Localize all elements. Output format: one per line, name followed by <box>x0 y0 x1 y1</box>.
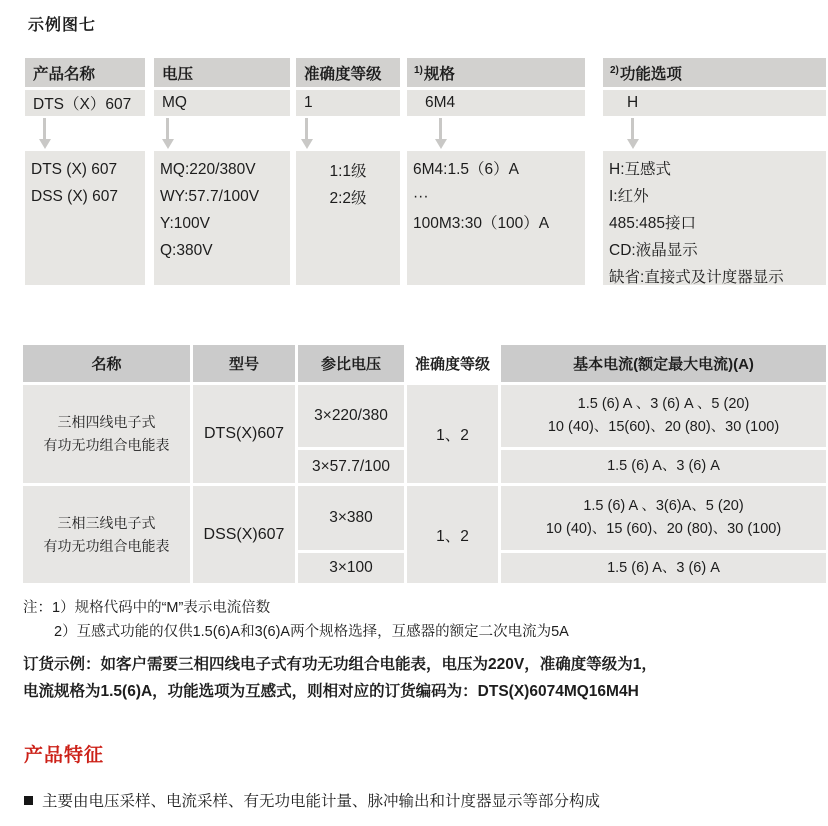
table-cell-current: 1.5 (6) A、3 (6) A <box>501 450 826 483</box>
detail-line: MQ:220/380V <box>160 161 256 178</box>
detail-line: Q:380V <box>160 242 213 259</box>
footnote-1: 注：1）规格代码中的“M”表示电流倍数 <box>23 600 271 616</box>
table-header-ref-voltage: 参比电压 <box>298 345 404 382</box>
current-line: 1.5 (6) A 、3(6)A、5 (20) <box>583 498 744 514</box>
diagram-column-voltage <box>154 58 290 285</box>
diagram-value: DTS（X）607 <box>25 90 145 116</box>
diagram-header-label: 电压 <box>162 65 194 83</box>
current-line: 10 (40)、15(60)、20 (80)、30 (100) <box>547 419 780 435</box>
table-cell-voltage: 3×57.7/100 <box>298 450 404 483</box>
name-line: 有功无功组合电能表 <box>43 537 170 554</box>
feature-text: 主要由电压采样、电流采样、有无功电能计量、脉冲输出和计度器显示等部分构成 <box>42 793 601 810</box>
diagram-detail-box <box>407 151 585 285</box>
down-arrow-icon <box>296 116 400 151</box>
order-example-line: 电流规格为1.5(6)A，功能选项为互感式，则相对应的订货编码为：DTS(X)6074MQ16M4H <box>23 683 639 700</box>
detail-line: 6M4:1.5（6）A <box>413 161 519 178</box>
diagram-header-label: 规格 <box>423 65 455 83</box>
current-line: 1.5 (6) A 、3 (6) A 、5 (20) <box>577 396 750 412</box>
bullet-square-icon <box>24 796 33 805</box>
superscript: 1) <box>414 65 423 76</box>
table-cell-accuracy: 1、2 <box>407 486 498 583</box>
table-header-name: 名称 <box>23 345 190 382</box>
diagram-column-accuracy-class <box>296 58 400 285</box>
detail-line: DSS (X) 607 <box>31 188 119 205</box>
diagram-column-product-name <box>25 58 145 285</box>
diagram-detail-box <box>296 151 400 285</box>
name-line: 三相四线电子式 <box>57 414 156 430</box>
down-arrow-icon <box>603 116 826 151</box>
diagram-header <box>25 58 145 87</box>
diagram-value: H <box>603 90 826 116</box>
table-header-model: 型号 <box>193 345 295 382</box>
detail-line: 485:485接口 <box>609 215 697 232</box>
diagram-column-spec <box>407 58 585 285</box>
detail-line: I:红外 <box>609 188 649 205</box>
table-cell-voltage: 3×220/380 <box>298 385 404 447</box>
table-cell-current: 1.5 (6) A、3 (6) A <box>501 553 826 583</box>
order-example <box>23 651 813 705</box>
diagram-header-label: 功能选项 <box>619 65 682 83</box>
detail-line: Y:100V <box>160 215 210 232</box>
table-cell-voltage: 3×100 <box>298 553 404 583</box>
detail-line: H:互感式 <box>609 161 672 178</box>
detail-line: 缺省:直接式及计度器显示 <box>609 269 784 286</box>
table-cell-model: DTS(X)607 <box>193 385 295 483</box>
diagram-header <box>407 58 585 87</box>
detail-line: ··· <box>413 188 429 205</box>
diagram-header-label: 产品名称 <box>33 65 96 83</box>
table-cell-name <box>23 385 190 483</box>
diagram-value: 6M4 <box>407 90 585 116</box>
table-header-basic-current: 基本电流(额定最大电流)(A) <box>501 345 826 382</box>
detail-line: 100M3:30（100）A <box>413 215 550 232</box>
table-header-accuracy: 准确度等级 <box>407 345 498 382</box>
down-arrow-icon <box>407 116 585 151</box>
table-cell-name <box>23 486 190 583</box>
detail-line: 2:2级 <box>329 190 367 207</box>
spec-table <box>23 345 826 583</box>
superscript: 2) <box>610 65 619 76</box>
detail-line: DTS (X) 607 <box>31 161 118 178</box>
down-arrow-icon <box>25 116 145 151</box>
order-example-line: 订货示例：如客户需要三相四线电子式有功无功组合电能表，电压为220V，准确度等级为1， <box>23 656 657 673</box>
table-cell-accuracy: 1、2 <box>407 385 498 483</box>
diagram-value: 1 <box>296 90 400 116</box>
table-cell-voltage: 3×380 <box>298 486 404 550</box>
diagram-detail-box <box>603 151 826 285</box>
current-line: 10 (40)、15 (60)、20 (80)、30 (100) <box>545 521 782 537</box>
detail-line: 1:1级 <box>329 163 367 180</box>
diagram-detail-box <box>25 151 145 285</box>
name-line: 有功无功组合电能表 <box>43 437 170 453</box>
table-cell-current <box>501 385 826 447</box>
diagram-value: MQ <box>154 90 290 116</box>
diagram-header <box>154 58 290 87</box>
table-cell-current <box>501 486 826 550</box>
diagram-header <box>296 58 400 87</box>
detail-line: CD:液晶显示 <box>609 242 698 259</box>
feature-bullet-item <box>24 789 600 811</box>
table-cell-model: DSS(X)607 <box>193 486 295 583</box>
diagram-column-function-options <box>603 58 826 285</box>
name-line: 三相三线电子式 <box>57 514 156 531</box>
diagram-header <box>603 58 826 87</box>
page-title: 示例图七 <box>28 17 97 34</box>
detail-line: WY:57.7/100V <box>160 188 260 205</box>
section-heading-product-features: 产品特征 <box>24 745 105 766</box>
footnote-2: 2）互感式功能的仅供1.5(6)A和3(6)A两个规格选择，互感器的额定二次电流为5A <box>54 624 569 640</box>
diagram-header-label: 准确度等级 <box>304 65 382 83</box>
diagram-detail-box <box>154 151 290 285</box>
down-arrow-icon <box>154 116 290 151</box>
footnotes <box>23 596 569 644</box>
